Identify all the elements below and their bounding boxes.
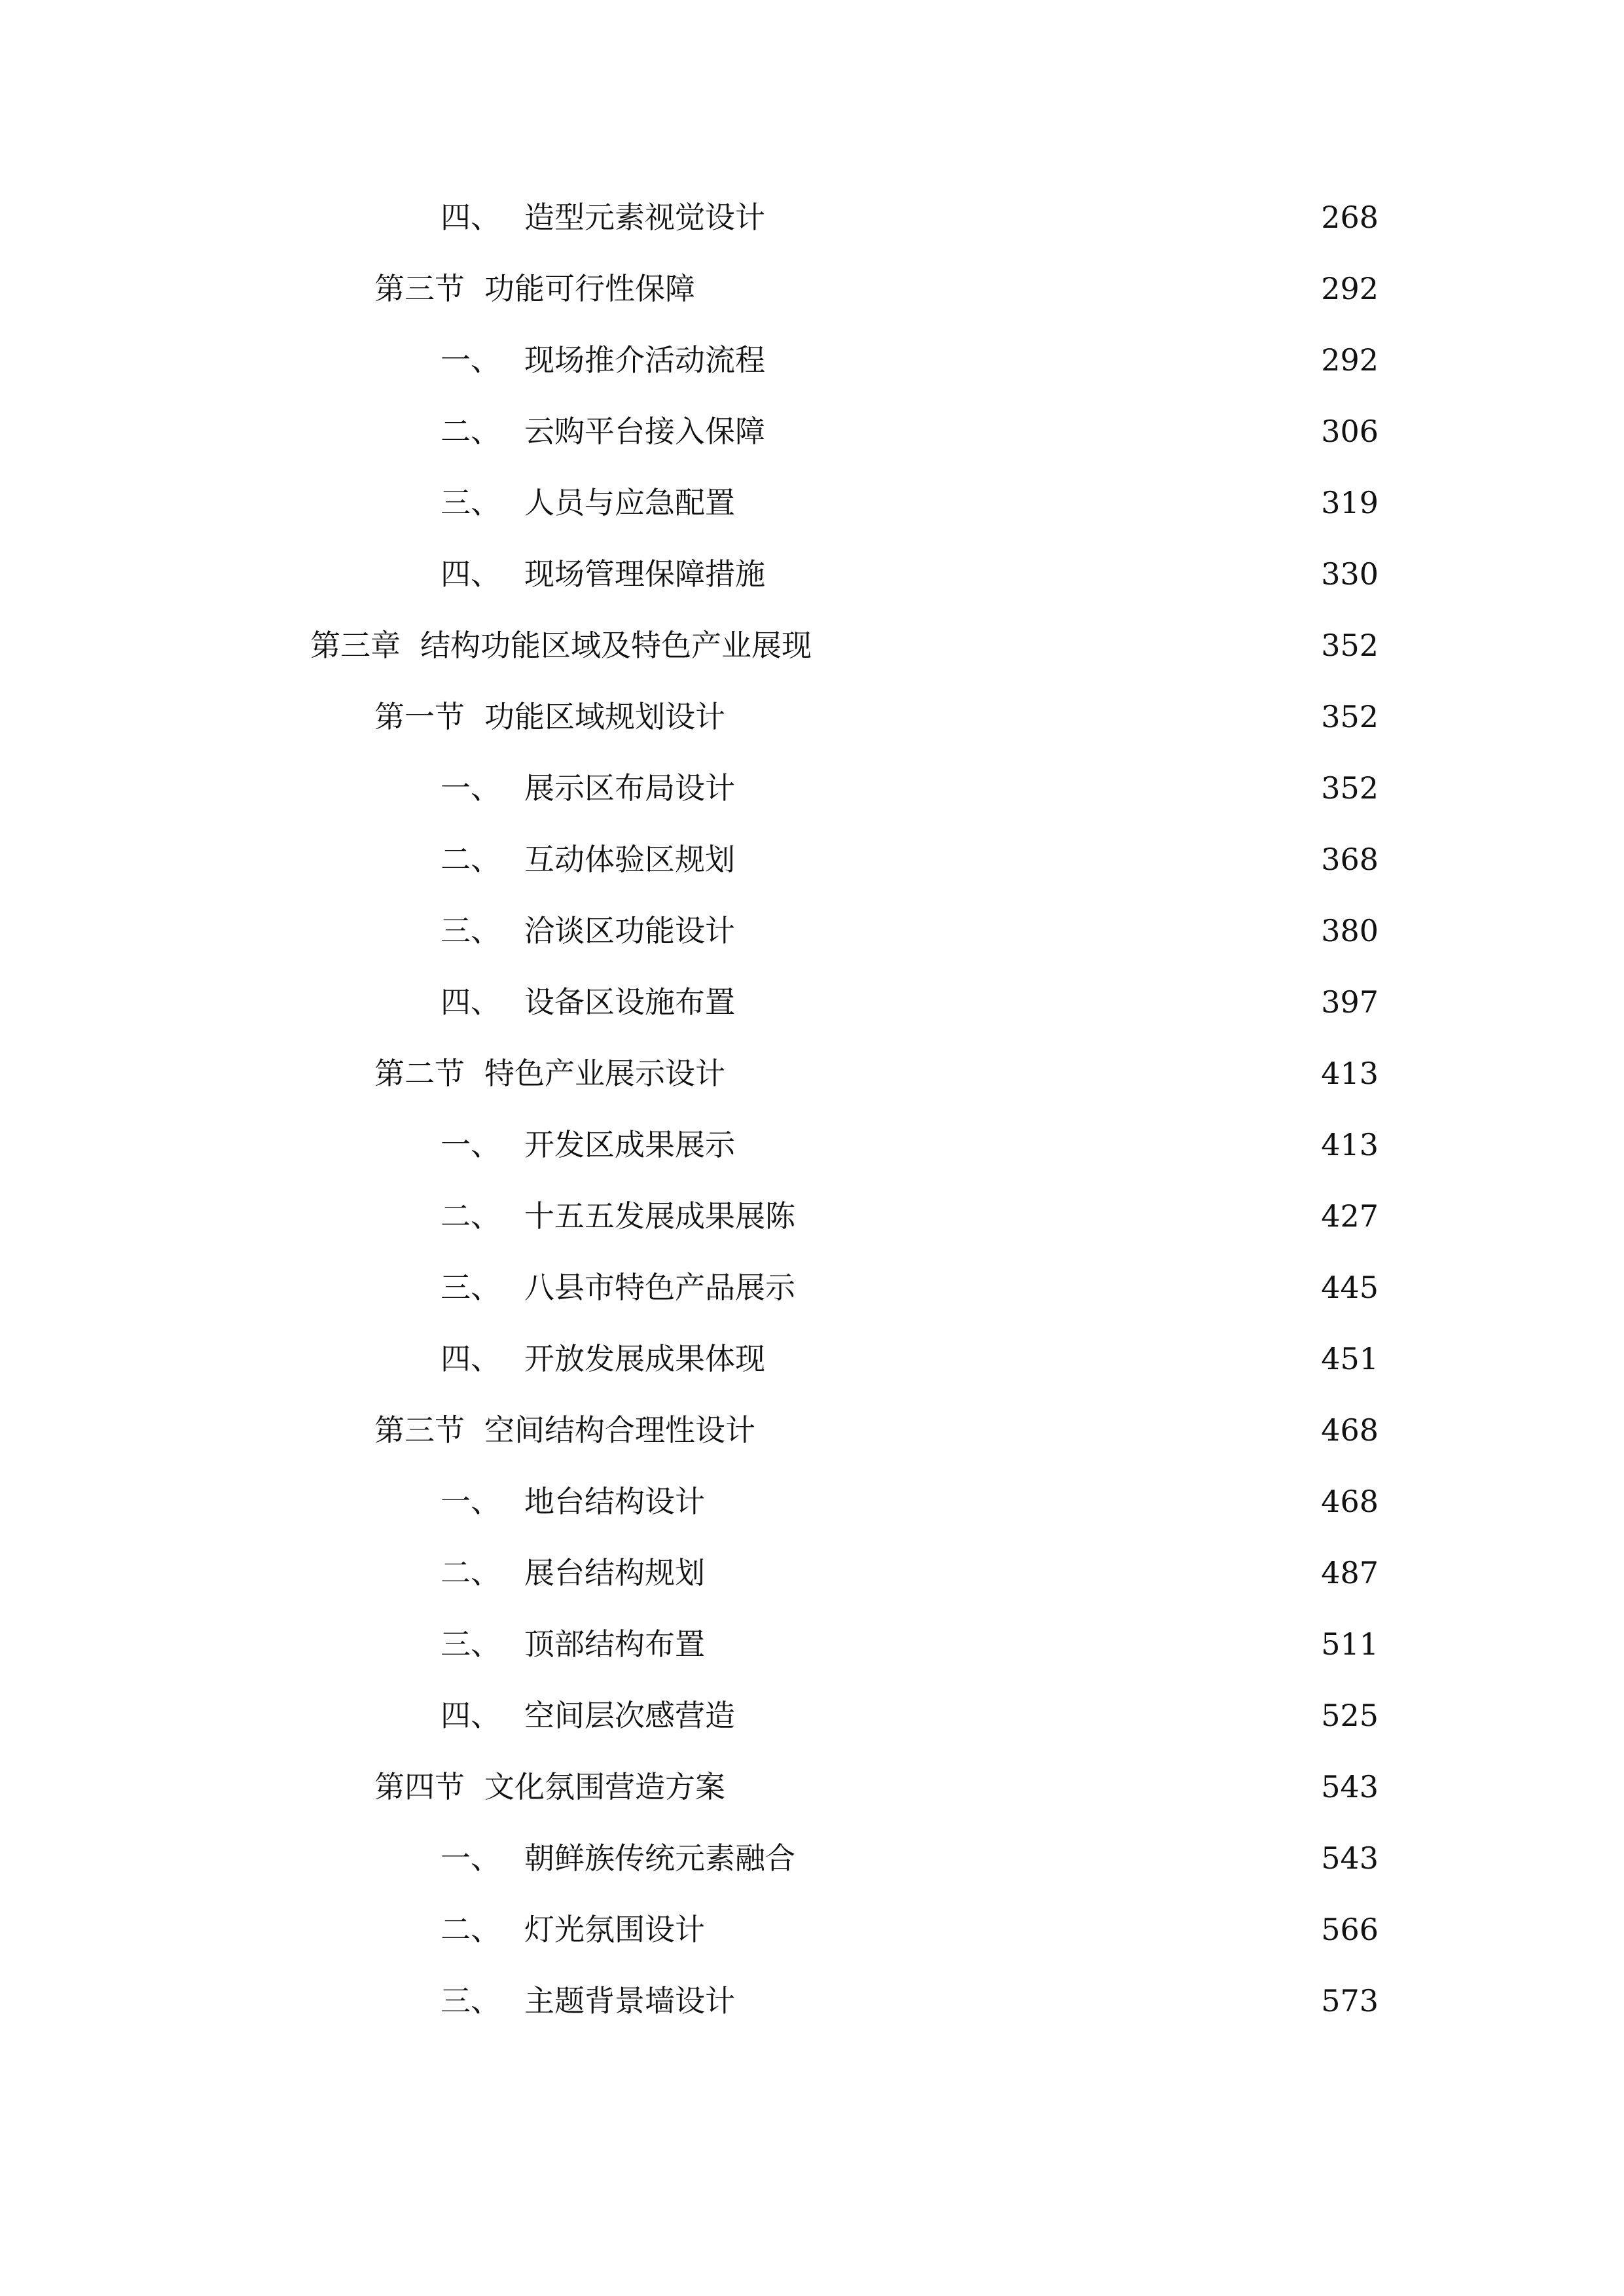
toc-entry-title: 展台结构规划 (524, 1555, 705, 1590)
toc-entry-title: 现场推介活动流程 (524, 342, 765, 378)
toc-entry-label (441, 1475, 705, 1528)
dot-leader (774, 1333, 1307, 1385)
toc-entry-number: 三、 (441, 913, 501, 948)
toc-entry-label (441, 1975, 735, 2027)
dot-leader (804, 1832, 1307, 1884)
toc-entry[interactable] (310, 619, 1379, 672)
toc-entry[interactable] (441, 1975, 1379, 2027)
toc-entry-title: 十五五发展成果展陈 (524, 1198, 795, 1234)
toc-entry-label (441, 1547, 705, 1599)
dot-leader (704, 262, 1307, 315)
toc-entry[interactable] (441, 1618, 1379, 1670)
toc-entry-title: 人员与应急配置 (524, 485, 735, 520)
dot-leader (714, 1618, 1307, 1670)
toc-entry[interactable] (441, 191, 1379, 243)
toc-entry-number: 一、 (441, 342, 501, 378)
toc-entry-number: 四、 (441, 1698, 501, 1733)
toc-entry[interactable] (441, 1832, 1379, 1884)
toc-entry[interactable] (374, 691, 1379, 743)
toc-entry-page: 468 (1321, 1412, 1379, 1448)
toc-entry-page: 543 (1321, 1769, 1379, 1804)
toc-entry-page: 468 (1321, 1484, 1379, 1519)
toc-entry-number: 第三节 (374, 271, 465, 306)
toc-entry-title: 功能可行性保障 (484, 271, 695, 306)
toc-entry[interactable] (441, 1547, 1379, 1599)
toc-entry-page: 306 (1321, 414, 1379, 449)
toc-entry-page: 566 (1321, 1912, 1379, 1947)
dot-leader (734, 1047, 1307, 1100)
toc-entry-number: 第二节 (374, 1056, 465, 1091)
toc-entry-number: 四、 (441, 1341, 501, 1376)
toc-entry-page: 413 (1321, 1056, 1379, 1091)
toc-entry-title: 开放发展成果体现 (524, 1341, 765, 1376)
toc-entry-number: 一、 (441, 770, 501, 806)
toc-entry[interactable] (374, 1404, 1379, 1456)
toc-entry[interactable] (374, 262, 1379, 315)
toc-entry-label (441, 1119, 735, 1171)
toc-entry-label (441, 191, 765, 243)
toc-entry-number: 第一节 (374, 699, 465, 734)
dot-leader (744, 1119, 1307, 1171)
toc-entry-page: 451 (1321, 1341, 1379, 1376)
toc-entry-number: 三、 (441, 1983, 501, 2018)
toc-entry-page: 445 (1321, 1270, 1379, 1305)
dot-leader (744, 905, 1307, 957)
toc-entry-label (441, 1261, 795, 1314)
dot-leader (714, 1903, 1307, 1956)
toc-entry-label (441, 905, 735, 957)
toc-entry[interactable] (441, 762, 1379, 814)
toc-entry-label (374, 1404, 755, 1456)
toc-entry-title: 空间结构合理性设计 (484, 1412, 755, 1448)
toc-entry[interactable] (441, 1475, 1379, 1528)
toc-entry-title: 设备区设施布置 (524, 984, 735, 1020)
toc-entry[interactable] (441, 476, 1379, 529)
toc-entry-number: 第四节 (374, 1769, 465, 1804)
dot-leader (714, 1475, 1307, 1528)
toc-entry-number: 三、 (441, 485, 501, 520)
dot-leader (714, 1547, 1307, 1599)
toc-entry-number: 四、 (441, 556, 501, 592)
dot-leader (804, 1261, 1307, 1314)
toc-entry-number: 二、 (441, 414, 501, 449)
toc-entry-title: 展示区布局设计 (524, 770, 735, 806)
toc-entry-page: 573 (1321, 1983, 1379, 2018)
toc-entry-label (441, 1333, 765, 1385)
dot-leader (821, 619, 1307, 672)
toc-entry-label (374, 262, 695, 315)
toc-entry-number: 四、 (441, 200, 501, 235)
toc-entry-label (441, 1903, 705, 1956)
dot-leader (744, 762, 1307, 814)
toc-entry-title: 地台结构设计 (524, 1484, 705, 1519)
toc-entry-label (441, 548, 765, 600)
toc-entry[interactable] (441, 1119, 1379, 1171)
toc-entry-title: 功能区域规划设计 (484, 699, 725, 734)
dot-leader (734, 691, 1307, 743)
dot-leader (744, 1689, 1307, 1742)
toc-entry-label (310, 619, 812, 672)
toc-entry-title: 文化氛围营造方案 (484, 1769, 725, 1804)
toc-entry-title: 八县市特色产品展示 (524, 1270, 795, 1305)
toc-entry-label (441, 1618, 705, 1670)
toc-entry-title: 洽谈区功能设计 (524, 913, 735, 948)
toc-entry-title: 灯光氛围设计 (524, 1912, 705, 1947)
toc-entry-page: 543 (1321, 1840, 1379, 1876)
toc-entry-number: 第三章 (310, 628, 401, 663)
toc-entry[interactable] (441, 1261, 1379, 1314)
toc-entry-label (441, 976, 735, 1028)
toc-entry[interactable] (441, 833, 1379, 886)
toc-entry-title: 结构功能区域及特色产业展现 (420, 628, 812, 663)
toc-entry-label (374, 691, 725, 743)
toc-entry-label (441, 762, 735, 814)
toc-entry-page: 352 (1321, 699, 1379, 734)
toc-entry-number: 二、 (441, 1198, 501, 1234)
toc-entry-title: 现场管理保障措施 (524, 556, 765, 592)
toc-entry-page: 368 (1321, 842, 1379, 877)
toc-entry[interactable] (441, 905, 1379, 957)
toc-entry-page: 352 (1321, 628, 1379, 663)
toc-entry[interactable] (441, 1689, 1379, 1742)
toc-entry[interactable] (441, 1903, 1379, 1956)
dot-leader (744, 476, 1307, 529)
dot-leader (774, 405, 1307, 457)
toc-entry-label (374, 1761, 725, 1813)
toc-entry-page: 292 (1321, 271, 1379, 306)
toc-entry[interactable] (441, 405, 1379, 457)
toc-entry-title: 空间层次感营造 (524, 1698, 735, 1733)
toc-entry-number: 二、 (441, 1912, 501, 1947)
toc-entry-title: 朝鲜族传统元素融合 (524, 1840, 795, 1876)
toc-entry-page: 397 (1321, 984, 1379, 1020)
toc-entry-page: 511 (1321, 1626, 1379, 1662)
toc-entry-label (441, 1689, 735, 1742)
dot-leader (774, 548, 1307, 600)
toc-entry-number: 二、 (441, 842, 501, 877)
toc-entry-label (441, 476, 735, 529)
toc-entry-title: 云购平台接入保障 (524, 414, 765, 449)
toc-entry-title: 互动体验区规划 (524, 842, 735, 877)
dot-leader (804, 1190, 1307, 1242)
toc-entry-page: 268 (1321, 200, 1379, 235)
dot-leader (774, 191, 1307, 243)
dot-leader (765, 1404, 1307, 1456)
toc-entry-page: 330 (1321, 556, 1379, 592)
toc-entry-title: 主题背景墙设计 (524, 1983, 735, 2018)
toc-entry-number: 一、 (441, 1484, 501, 1519)
toc-entry-number: 二、 (441, 1555, 501, 1590)
toc-entry-label (441, 405, 765, 457)
toc-entry-number: 一、 (441, 1127, 501, 1162)
toc-entry-page: 319 (1321, 485, 1379, 520)
toc-entry-page: 427 (1321, 1198, 1379, 1234)
toc-entry[interactable] (441, 1333, 1379, 1385)
toc-entry-page: 413 (1321, 1127, 1379, 1162)
dot-leader (734, 1761, 1307, 1813)
toc-entry-number: 第三节 (374, 1412, 465, 1448)
toc-entry-number: 三、 (441, 1626, 501, 1662)
dot-leader (744, 1975, 1307, 2027)
toc-entry-label (374, 1047, 725, 1100)
toc-entry-title: 开发区成果展示 (524, 1127, 735, 1162)
toc-entry[interactable] (441, 976, 1379, 1028)
toc-entry-page: 525 (1321, 1698, 1379, 1733)
toc-entry-label (441, 1832, 795, 1884)
toc-entry-title: 顶部结构布置 (524, 1626, 705, 1662)
toc-entry-number: 四、 (441, 984, 501, 1020)
toc-entry-page: 352 (1321, 770, 1379, 806)
toc-entry-title: 特色产业展示设计 (484, 1056, 725, 1091)
toc-entry-label (441, 1190, 795, 1242)
toc-entry[interactable] (441, 548, 1379, 600)
toc-entry[interactable] (374, 1761, 1379, 1813)
toc-entry-number: 一、 (441, 1840, 501, 1876)
toc-entry[interactable] (441, 1190, 1379, 1242)
toc-entry-number: 三、 (441, 1270, 501, 1305)
dot-leader (774, 334, 1307, 386)
toc-entry-label (441, 833, 735, 886)
dot-leader (744, 833, 1307, 886)
toc-entry-label (441, 334, 765, 386)
toc-entry[interactable] (441, 334, 1379, 386)
toc-entry[interactable] (374, 1047, 1379, 1100)
toc-entry-title: 造型元素视觉设计 (524, 200, 765, 235)
toc-entry-page: 292 (1321, 342, 1379, 378)
toc-entry-page: 487 (1321, 1555, 1379, 1590)
toc-entry-page: 380 (1321, 913, 1379, 948)
dot-leader (744, 976, 1307, 1028)
